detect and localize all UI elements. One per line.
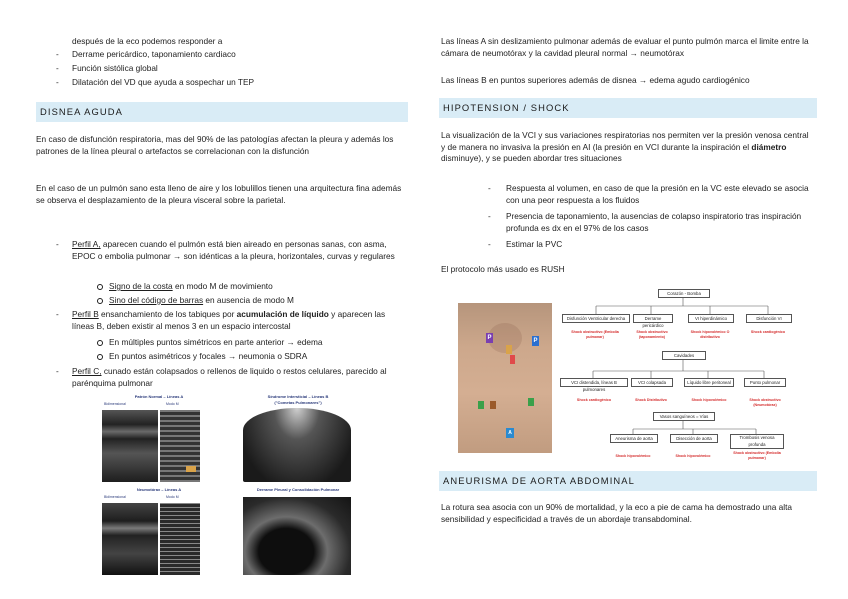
figure-normal-a-lines [100,394,218,484]
ultrasound-image [102,503,158,575]
dash-bullet: - [488,211,491,221]
probe-marker [490,401,496,409]
figure-title: Patrón Normal – Líneas A [134,394,184,399]
ultrasound-image [160,503,200,575]
flow-node-corazon: Corazón - Bomba [658,289,710,298]
figure-pleural-effusion [239,487,357,577]
shock-label: Shock hipovolémico O distributivo [690,330,730,339]
flow-node: Líquido libre peritoneal [684,378,734,387]
hipotension-bold: diámetro [751,141,787,152]
flow-node: VCI distendida, líneas B pulmonares [560,378,628,387]
section-header-aneurisma: ANEURISMA DE AORTA ABDOMINAL [439,471,817,491]
figure-sublabel: Bidimensional [104,495,126,499]
list-item: Presencia de taponamiento, la ausencias de colapso inspiratorio tras inspiración profunda es dx en el 97% de los casos [506,211,802,233]
perfil-c-label: Perfil C, [72,366,102,376]
perfil-b-text-2: y aparecen las líneas B, deben existir al menos 3 en un espacio intercostal [72,309,386,331]
shock-label: Shock hipovolémico [691,398,727,402]
section-header-hipotension: HIPOTENSION / SHOCK [439,98,817,118]
dash-bullet: - [56,366,59,376]
dash-bullet: - [488,183,491,193]
list-item: Función sistólica global [72,63,158,73]
hipotension-text-2: disminuye), y se pueden abordar tres situaciones [441,153,622,164]
ultrasound-image [102,410,158,482]
figure-subtitle: ("Cometas Pulmonares") [274,399,322,405]
flow-node: Aneurisma de aorta [610,434,658,443]
flow-node: Disección de aorta [670,434,718,443]
chest-photo [458,303,552,453]
figure-sublabel: Modo M [166,402,179,406]
hipotension-text-1: La visualización de la VCI y sus variaciones respiratorias nos permiten ver la presión venosa central y de manera no invasiva la presión en AI (la presión en VCI durante la inspiración el [441,130,809,152]
probe-marker [510,355,515,364]
ultrasound-image [243,497,351,575]
flow-node: Punto pulmonar [744,378,786,387]
shock-label: Shock Distributivo [635,398,667,402]
perfil-b-bold: acumulación de líquido [236,309,329,319]
list-item: Estimar la PVC [506,239,563,249]
shock-label: Shock cardiogénico [576,398,612,402]
shock-label: Shock obstructivo (taponamiento) [636,330,668,339]
perfil-a-sub-1 [109,281,399,293]
flow-node-cavidades: Cavidades [662,351,706,360]
right-paragraph-1: Las líneas A sin deslizamiento pulmonar además de evaluar el punto pulmón marca el limite entre la cámara de neumotórax y la cavidad pleural normal → neumotórax [441,36,809,58]
flow-node: VCI colapsada [631,378,673,387]
flow-node: Disfunción Ventricular derecha [562,314,630,323]
dash-bullet: - [56,309,59,319]
shock-label: Shock obstructivo (Embolia pulmonar) [733,451,781,460]
figure-interstitial [239,394,357,484]
perfil-a-sub-2 [109,295,399,307]
perfil-b-sub-2: En puntos asimétricos y focales → neumonia o SDRA [109,351,399,363]
perfil-a-sub-1-underlined: Signo de la costa [109,281,173,291]
intro-line: después de la eco podemos responder a [72,36,223,46]
probe-marker: P [533,338,538,344]
figure-sublabel: Bidimensional [104,402,126,406]
section-header-disnea: DISNEA AGUDA [36,102,408,122]
shock-label: Shock hipovolémico [675,454,711,458]
flow-node: Disfunción VI [746,314,792,323]
list-item: Derrame pericárdico, taponamiento cardiaco [72,49,236,59]
protocolo-line: El protocolo más usado es RUSH [441,264,565,274]
figure-title: Derrame Pleural y Consolidación Pulmonar [256,487,340,492]
perfil-b-sub-1: En múltiples puntos simétricos en parte anterior → edema [109,337,399,349]
perfil-a-sub-1-text: en modo M de movimiento [172,281,273,291]
hipotension-paragraph [441,130,813,165]
perfil-a-label: Perfil A, [72,239,101,249]
perfil-a-item [72,239,402,262]
perfil-a-text: aparecen cuando el pulmón está bien aireado en personas sanas, con asma, EPOC o embolia pulmonar → son idénticas a la pleura, horizontales, curvas y regulares [72,239,395,261]
disnea-paragraph-1: En caso de disfunción respiratoria, mas del 90% de las patologías afectan la pleura y además los patrones de la línea pleural o artefactos se correlacionan con la disfunción [36,134,394,156]
flow-node-vasos: Vasos sanguíneos = Vías [653,412,715,421]
rush-flowchart [558,286,803,464]
flow-node: Trombosis venosa profunda [730,434,784,449]
shock-label: Shock cardiogénico [750,330,786,334]
perfil-b-label: Perfil B [72,309,99,319]
perfil-b-text-1: ensanchamiento de los tabiques por [98,309,237,319]
shock-label: Shock obstructivo (Neumotórax) [749,398,781,407]
flow-node: Derrame pericárdico [633,314,673,323]
probe-marker: P [487,335,492,341]
figure-title: Neumotórax – Líneas A [136,487,182,492]
dash-bullet: - [56,63,59,73]
figure-pneumothorax [100,487,218,577]
aneurisma-paragraph: La rotura sea asocia con un 90% de mortalidad, y la eco a pie de cama ha demostrado una alta sensibilidad y especificidad a través de un abordaje transabdominal. [441,502,792,524]
shock-label: Shock hipovolémico [615,454,651,458]
perfil-a-sub-2-underlined: Sino del código de barras [109,295,204,305]
figure-title: Síndrome Intersticial – Líneas B [267,394,329,399]
annotation-tag [186,466,196,472]
dash-bullet: - [56,239,59,249]
perfil-b-item [72,309,402,332]
perfil-a-sub-2-text: en ausencia de modo M [203,295,294,305]
probe-marker: A [506,428,514,438]
shock-label: Shock obstructivo (Embolia pulmonar) [571,330,619,339]
probe-marker [506,345,512,354]
disnea-paragraph-2: En el caso de un pulmón sano esta lleno de aire y los lobulillos tienen una arquitectura fina además se observa el desplazamiento de la pleura visceral sobre la parietal. [36,183,402,205]
right-paragraph-2: Las líneas B en puntos superiores además de disnea → edema agudo cardiogénico [441,75,750,85]
photo-shading [488,323,522,353]
figure-sublabel: Modo M [166,495,179,499]
dash-bullet: - [488,239,491,249]
perfil-c-text: cunado están colapsados o rellenos de liquido o restos celulares, parecido al parénquima pulmonar [72,366,387,388]
dash-bullet: - [56,77,59,87]
flow-node: VI hiperdinámico [688,314,734,323]
perfil-c-item [72,366,402,389]
probe-marker [478,401,484,409]
ultrasound-image [243,408,351,482]
list-item: Dilatación del VD que ayuda a sospechar un TEP [72,77,255,87]
dash-bullet: - [56,49,59,59]
probe-marker [528,398,534,406]
list-item: Respuesta al volumen, en caso de que la presión en la VC este elevado se asocia con una peor respuesta a los fluidos [506,183,809,205]
